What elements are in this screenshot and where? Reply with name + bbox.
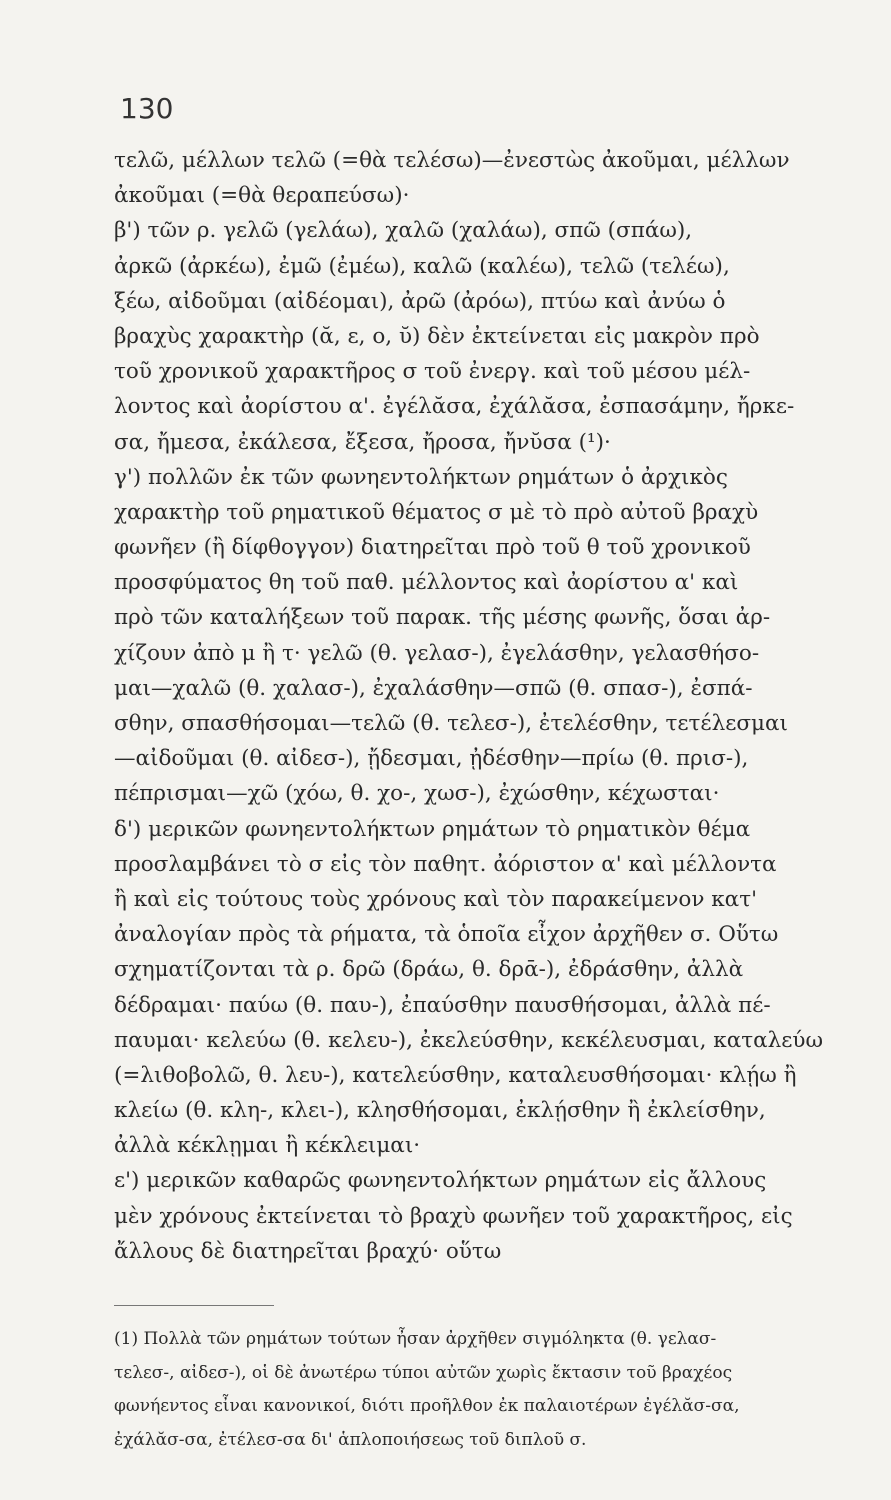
body-line: σα, ἤμεσα, ἐκάλεσα, ἔξεσα, ἤροσα, ἤνῠσα (¹)·: [114, 429, 611, 455]
body-line: —αἰδοῦμαι (θ. αἰδεσ-), ᾔδεσμαι, ᾐδέσθην—πρίω (θ. πρισ-),: [114, 746, 749, 772]
body-line: ἀκοῦμαι (=θὰ θεραπεύσω)·: [114, 183, 410, 209]
body-line: σχηματίζονται τὰ ρ. δρῶ (δράω, θ. δρᾱ-), ἐδράσθην, ἀλλὰ: [114, 957, 744, 983]
body-line: δ') μερικῶν φωνηεντολήκτων ρημάτων τὸ ρηματικὸν θέμα: [114, 816, 751, 842]
body-line: β') τῶν ρ. γελῶ (γελάω), χαλῶ (χαλάω), σπῶ (σπάω),: [114, 218, 693, 244]
body-line: βραχὺς χαρακτὴρ (ᾰ, ε, ο, ῠ) δὲν ἐκτείνεται εἰς μακρὸν πρὸ: [114, 323, 760, 349]
body-line: προσλαμβάνει τὸ σ εἰς τὸν παθητ. ἀόριστον α' καὶ μέλλοντα: [114, 851, 777, 877]
footnote-divider: [114, 1305, 274, 1306]
body-line: πέπρισμαι—χῶ (χόω, θ. χο-, χωσ-), ἐχώσθην, κέχωσται·: [114, 781, 720, 807]
body-line: κλείω (θ. κλη-, κλει-), κλησθήσομαι, ἐκλῄσθην ἢ ἐκλείσθην,: [114, 1098, 766, 1124]
body-line: ἀναλογίαν πρὸς τὰ ρήματα, τὰ ὁποῖα εἶχον ἀρχῆθεν σ. Οὕτω: [114, 922, 779, 948]
footnote: [114, 1323, 879, 1457]
body-line: παυμαι· κελεύω (θ. κελευ-), ἐκελεύσθην, κεκέλευσμαι, καταλεύω: [114, 1027, 823, 1053]
footnote-line: (1) Πολλὰ τῶν ρημάτων τούτων ἦσαν ἀρχῆθεν σιγμόληκτα (θ. γελασ-: [114, 1329, 717, 1349]
footnote-line: φωνήεντος εἶναι κανονικοί, διότι προῆλθον ἐκ παλαιοτέρων ἐγέλᾰσ-σα,: [114, 1396, 740, 1416]
body-line: ἢ καὶ εἰς τούτους τοὺς χρόνους καὶ τὸν παρακείμενον κατ': [114, 886, 757, 912]
page-number: 130: [120, 92, 174, 125]
body-line: ε') μερικῶν καθαρῶς φωνηεντολήκτων ρημάτων εἰς ἄλλους: [114, 1168, 767, 1194]
body-line: ξέω, αἰδοῦμαι (αἰδέομαι), ἀρῶ (ἀρόω), πτύω καὶ ἀνύω ὁ: [114, 288, 726, 314]
body-line: δέδραμαι· παύω (θ. παυ-), ἐπαύσθην παυσθήσομαι, ἀλλὰ πέ-: [114, 992, 771, 1018]
body-line: τοῦ χρονικοῦ χαρακτῆρος σ τοῦ ἐνεργ. καὶ τοῦ μέσου μέλ-: [114, 359, 751, 385]
body-line: λοντος καὶ ἀορίστου α'. ἐγέλᾰσα, ἐχάλᾰσα, ἐσπασάμην, ἤρκε-: [114, 394, 795, 420]
footnote-line: τελεσ-, αἰδεσ-), οἱ δὲ ἀνωτέρω τύποι αὐτῶν χωρὶς ἔκτασιν τοῦ βραχέος: [114, 1362, 733, 1383]
body-text: [114, 143, 879, 1269]
body-line: ἀλλὰ κέκλῃμαι ἢ κέκλειμαι·: [114, 1133, 421, 1159]
footnote-line: ἐχάλᾰσ-σα, ἐτέλεσ-σα δι' ἁπλοποιήσεως τοῦ διπλοῦ σ.: [114, 1429, 587, 1450]
body-line: μὲν χρόνους ἐκτείνεται τὸ βραχὺ φωνῆεν τοῦ χαρακτῆρος, εἰς: [114, 1203, 793, 1229]
body-line: φωνῆεν (ἢ δίφθογγον) διατηρεῖται πρὸ τοῦ θ τοῦ χρονικοῦ: [114, 535, 751, 561]
body-line: γ') πολλῶν ἐκ τῶν φωνηεντολήκτων ρημάτων ὁ ἀρχικὸς: [114, 464, 728, 490]
body-line: ἄλλους δὲ διατηρεῖται βραχύ· οὕτω: [114, 1238, 502, 1264]
body-line: χίζουν ἀπὸ μ ἢ τ· γελῶ (θ. γελασ-), ἐγελάσθην, γελασθήσο-: [114, 640, 760, 666]
body-line: τελῶ, μέλλων τελῶ (=θὰ τελέσω)—ἐνεστὼς ἀκοῦμαι, μέλλων: [114, 148, 790, 173]
body-line: σθην, σπασθήσομαι—τελῶ (θ. τελεσ-), ἐτελέσθην, τετέλεσμαι: [114, 711, 788, 736]
body-line: μαι—χαλῶ (θ. χαλασ-), ἐχαλάσθην—σπῶ (θ. σπασ-), ἐσπά-: [114, 675, 753, 701]
body-line: προσφύματος θη τοῦ παθ. μέλλοντος καὶ ἀορίστου α' καὶ: [114, 570, 739, 596]
body-line: χαρακτὴρ τοῦ ρηματικοῦ θέματος σ μὲ τὸ πρὸ αὐτοῦ βραχὺ: [114, 499, 759, 525]
body-line: ἀρκῶ (ἀρκέω), ἐμῶ (ἐμέω), καλῶ (καλέω), τελῶ (τελέω),: [114, 253, 730, 279]
body-line: πρὸ τῶν καταλήξεων τοῦ παρακ. τῆς μέσης φωνῆς, ὅσαι ἀρ-: [114, 605, 771, 631]
body-line: (=λιθοβολῶ, θ. λευ-), κατελεύσθην, καταλευσθήσομαι· κλῄω ἢ: [114, 1062, 797, 1088]
